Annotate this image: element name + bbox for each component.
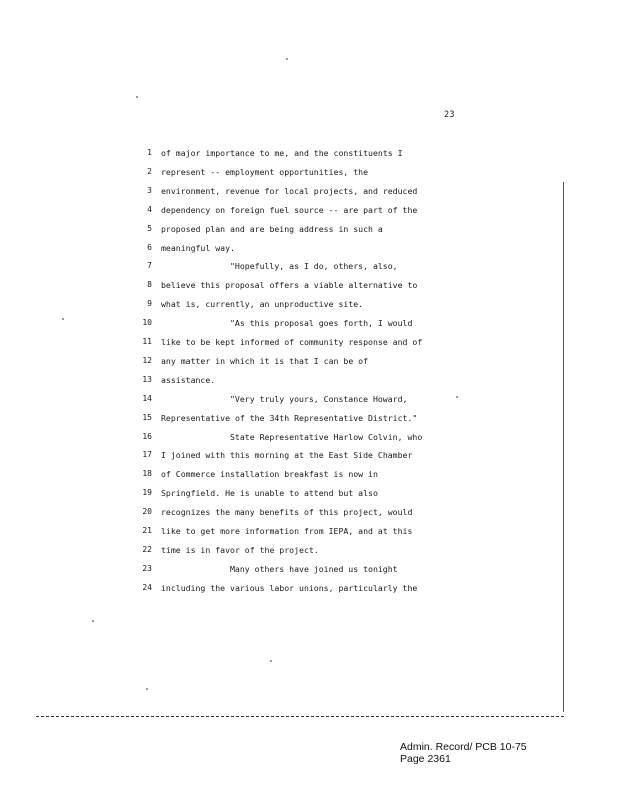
line-text: what is, currently, an unproductive site. bbox=[161, 299, 364, 310]
transcript-line bbox=[0, 354, 618, 368]
line-number: 23 bbox=[142, 563, 152, 573]
scan-speck bbox=[62, 318, 64, 320]
scan-speck bbox=[92, 620, 94, 622]
line-text: time is in favor of the project. bbox=[161, 544, 319, 555]
scan-speck bbox=[286, 58, 288, 60]
line-text: Springfield. He is unable to attend but also bbox=[161, 488, 378, 499]
line-text: "Hopefully, as I do, others, also, bbox=[230, 261, 398, 272]
line-text: environment, revenue for local projects, and reduced bbox=[161, 185, 418, 196]
scan-speck bbox=[456, 396, 458, 398]
line-text: believe this proposal offers a viable alternative to bbox=[161, 280, 418, 291]
transcript-line bbox=[0, 373, 618, 387]
transcript-line bbox=[0, 486, 618, 500]
line-number: 22 bbox=[142, 544, 152, 554]
line-number: 9 bbox=[147, 299, 152, 309]
transcript-line bbox=[0, 297, 618, 311]
line-text: Many others have joined us tonight bbox=[230, 563, 398, 574]
transcript-line bbox=[0, 259, 618, 273]
scan-speck bbox=[136, 96, 138, 98]
transcript-line bbox=[0, 467, 618, 481]
transcript-line bbox=[0, 448, 618, 462]
line-text: assistance. bbox=[161, 374, 216, 385]
line-number: 20 bbox=[142, 507, 152, 517]
line-number: 3 bbox=[147, 185, 152, 195]
line-number: 17 bbox=[142, 450, 152, 460]
page-number: 23 bbox=[444, 110, 455, 120]
transcript-line bbox=[0, 581, 618, 595]
line-text: State Representative Harlow Colvin, who bbox=[230, 431, 423, 442]
transcript-line bbox=[0, 146, 618, 160]
transcript-line bbox=[0, 430, 618, 444]
line-number: 12 bbox=[142, 355, 152, 365]
line-number: 8 bbox=[147, 280, 152, 290]
line-number: 4 bbox=[147, 204, 152, 214]
line-text: I joined with this morning at the East Side Chamber bbox=[161, 450, 413, 461]
line-number: 13 bbox=[142, 374, 152, 384]
transcript-line bbox=[0, 165, 618, 179]
line-number: 15 bbox=[142, 412, 152, 422]
line-text: represent -- employment opportunities, the bbox=[161, 166, 369, 177]
transcript-line bbox=[0, 184, 618, 198]
transcript-line bbox=[0, 543, 618, 557]
line-text: of Commerce installation breakfast is now in bbox=[161, 469, 378, 480]
line-text: "As this proposal goes forth, I would bbox=[230, 318, 413, 329]
scan-speck bbox=[146, 688, 148, 690]
line-number: 16 bbox=[142, 431, 152, 441]
line-number: 6 bbox=[147, 242, 152, 252]
line-text: proposed plan and are being address in such a bbox=[161, 223, 383, 234]
transcript-line bbox=[0, 411, 618, 425]
line-number: 2 bbox=[147, 166, 152, 176]
transcript-line bbox=[0, 222, 618, 236]
line-text: like to be kept informed of community response and of bbox=[161, 337, 423, 347]
transcript-line bbox=[0, 524, 618, 538]
line-number: 10 bbox=[142, 318, 152, 328]
scan-speck bbox=[270, 660, 272, 662]
transcript-line bbox=[0, 278, 618, 292]
line-text: Representative of the 34th Representative District." bbox=[161, 412, 418, 423]
transcript-line bbox=[0, 241, 618, 255]
line-number: 11 bbox=[142, 337, 152, 346]
line-text: recognizes the many benefits of this project, would bbox=[161, 507, 413, 518]
transcript-line bbox=[0, 392, 618, 406]
transcript-line bbox=[0, 316, 618, 330]
admin-record-stamp bbox=[400, 741, 527, 765]
line-text: of major importance to me, and the constituents I bbox=[161, 148, 403, 158]
line-number: 5 bbox=[147, 223, 152, 233]
line-number: 18 bbox=[142, 469, 152, 479]
transcript-line bbox=[0, 203, 618, 217]
line-text: meaningful way. bbox=[161, 242, 235, 253]
right-margin-rule bbox=[563, 182, 564, 712]
admin-record-label: Admin. Record/ PCB 10-75 bbox=[400, 741, 527, 753]
admin-record-page: Page 2361 bbox=[400, 753, 451, 765]
line-text: like to get more information from IEPA, and at this bbox=[161, 526, 413, 536]
line-number: 1 bbox=[147, 148, 152, 157]
transcript-line bbox=[0, 335, 618, 349]
line-text: any matter in which it is that I can be of bbox=[161, 355, 369, 366]
transcript-line bbox=[0, 505, 618, 519]
line-number: 19 bbox=[142, 488, 152, 498]
line-number: 21 bbox=[142, 526, 152, 535]
bottom-margin-rule bbox=[36, 716, 564, 717]
transcript-line bbox=[0, 562, 618, 576]
line-text: including the various labor unions, particularly the bbox=[161, 582, 418, 593]
line-number: 24 bbox=[142, 582, 152, 592]
line-text: dependency on foreign fuel source -- are part of the bbox=[161, 204, 418, 215]
line-number: 7 bbox=[147, 261, 152, 271]
line-text: "Very truly yours, Constance Howard, bbox=[230, 393, 408, 404]
line-number: 14 bbox=[142, 393, 152, 403]
